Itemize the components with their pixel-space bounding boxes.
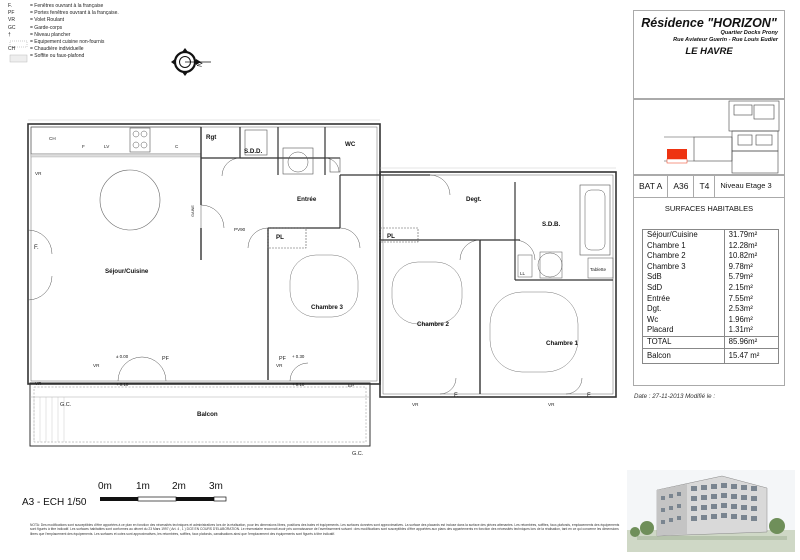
lot-level: Niveau Etage 3 bbox=[720, 181, 772, 190]
room-balcon: Balcon bbox=[197, 411, 218, 418]
mark-vr: VR bbox=[412, 402, 419, 407]
table-row: Chambre 2 10.82m² bbox=[643, 251, 779, 262]
room-rgt: Rgt bbox=[206, 134, 217, 141]
legend-row: † = Niveau plancher bbox=[8, 31, 71, 38]
surface-panel bbox=[633, 174, 785, 386]
legal-note: NOTA: Des modifications sont susceptibles d'être apportées à ce plan en fonction des nécessités techniques et administratives lors de la réalisation, pour les dimensions libres, positions des baies et équipements. Les surfaces données sont approximatives. La surface des placards est incluse dans la surface des pièces attenantes. Les retombées, soffites, faux-plafonds, emplacements des équipements sont figurés à titre indicatif. Les surfaces habitables sont conformes au décret du 23 Mars 1997 ( Art. 4 , 1 ) DCE EN COURS D'ELABORATION. Le réservataire reconnaît avoir pris connaissance de l'avertissement suivant : des modifications sont susceptibles d'être apportées aux plans des appartements en fonction des nécessités techniques lors de la réalisation, tant en ce qui concerne les dimensions libres que l'emplacement des équipements. Les surfaces et cotes sont approximatives, les retombées, soffites, faux plafonds, canalisations ainsi que l'emplacement des équipements sont figurés à titre indicatif. bbox=[30, 523, 620, 536]
scale-tick-1: 1m bbox=[136, 481, 150, 492]
placard-2: PL bbox=[387, 233, 395, 240]
room-chambre3: Chambre 3 bbox=[311, 304, 343, 311]
balcony-row: Balcon 15.47 m² bbox=[643, 348, 779, 363]
lot-info bbox=[634, 175, 784, 198]
mark-lv: LV bbox=[104, 144, 110, 149]
total-row: TOTAL 85.96m² bbox=[643, 336, 779, 348]
table-row: Chambre 1 12.28m² bbox=[643, 241, 779, 252]
mark-gc: G.C. bbox=[60, 402, 72, 408]
level-030: + 0.30 bbox=[292, 354, 305, 359]
room-sdb: S.D.B. bbox=[542, 221, 561, 228]
mark-vr: VR bbox=[35, 171, 42, 176]
mark-pf: PF bbox=[279, 356, 286, 362]
room-sdd: S.D.D. bbox=[244, 148, 263, 155]
room-sejour: Séjour/Cuisine bbox=[105, 268, 149, 275]
legend-row: PF = Portes fenêtres ouvrant à la française. bbox=[8, 10, 119, 17]
legend-row: VR = Volet Roulant bbox=[8, 17, 65, 24]
scale-tick-0: 0m bbox=[98, 481, 112, 492]
mark-ch: CH bbox=[49, 136, 56, 141]
table-row: SdD 2.15m² bbox=[643, 283, 779, 294]
mark-window: F. bbox=[34, 245, 39, 251]
legend-row: F. = Fenêtres ouvrant à la française bbox=[8, 3, 104, 9]
mark-ll: LL bbox=[520, 271, 526, 276]
legend-row: CH = Chaudière individuelle bbox=[8, 46, 84, 53]
surfaces-table bbox=[642, 229, 779, 364]
table-row: Séjour/Cuisine 31.79m² bbox=[643, 230, 779, 241]
scale-name: A3 - ECH 1/50 bbox=[22, 497, 87, 508]
table-row: Chambre 3 9.78m² bbox=[643, 262, 779, 273]
compass-north-label: N bbox=[196, 61, 205, 68]
mark-gaine: GAINE bbox=[190, 205, 195, 217]
mark-tablette: Tablette bbox=[590, 267, 607, 272]
mark-vr: VR bbox=[35, 381, 42, 386]
residence-name: Résidence "HORIZON" bbox=[641, 16, 777, 30]
mark-f: F bbox=[82, 144, 85, 149]
scale-tick-3: 3m bbox=[209, 481, 223, 492]
table-row: Placard 1.31m² bbox=[643, 325, 779, 336]
project-title-block bbox=[633, 10, 785, 100]
mark-pf: PF bbox=[162, 356, 169, 362]
lot-type: T4 bbox=[694, 175, 715, 197]
placard-1: PL bbox=[276, 234, 284, 241]
legend-row: = Soffite ou faux-plafond bbox=[30, 53, 85, 60]
room-entree: Entrée bbox=[297, 196, 317, 203]
legend-row: GC = Garde-corps bbox=[8, 24, 63, 31]
mark-vr: VR bbox=[276, 363, 283, 368]
table-row: SdB 5.79m² bbox=[643, 272, 779, 283]
address-line-1: Quartier Docks Prony bbox=[720, 30, 778, 36]
key-plan bbox=[633, 98, 785, 176]
mark-ep: EP bbox=[348, 383, 355, 388]
mark-window: F. bbox=[587, 393, 592, 399]
mark-pv90: PV90 bbox=[234, 227, 246, 232]
table-row: Wc 1.96m² bbox=[643, 315, 779, 326]
building: BAT A bbox=[634, 175, 668, 197]
room-wc: WC bbox=[345, 141, 356, 148]
legend-row: = Equipement cuisine non-fournis bbox=[30, 39, 105, 46]
plan-date: Date : 27-11-2013 Modifié le : bbox=[634, 393, 716, 400]
room-chambre1: Chambre 1 bbox=[546, 340, 578, 347]
city: LE HAVRE bbox=[685, 46, 733, 57]
mark-vr: VR bbox=[548, 402, 555, 407]
key-plan-drawing bbox=[634, 99, 784, 175]
room-chambre2: Chambre 2 bbox=[417, 321, 449, 328]
level-010: + 0.10 bbox=[292, 382, 305, 387]
scale-bar bbox=[100, 496, 230, 504]
mark-vr: VR bbox=[93, 363, 100, 368]
mark-gc: G.C. bbox=[352, 451, 364, 457]
surfaces-title: SURFACES HABITABLES bbox=[664, 204, 754, 213]
building-rendering bbox=[627, 470, 795, 552]
level-000: ± 0.00 bbox=[116, 354, 129, 359]
mark-window: F. bbox=[454, 393, 459, 399]
level-010: + 0.10 bbox=[116, 382, 129, 387]
lot-number: A36 bbox=[668, 175, 694, 197]
table-row: Dgt. 2.53m² bbox=[643, 304, 779, 315]
address-line-2: Rue Aviateur Guerin - Rue Louis Eudier bbox=[673, 37, 778, 43]
scale-tick-2: 2m bbox=[172, 481, 186, 492]
mark-c: C bbox=[175, 144, 179, 149]
room-degt: Degt. bbox=[466, 196, 482, 203]
table-row: Entrée 7.55m² bbox=[643, 294, 779, 305]
